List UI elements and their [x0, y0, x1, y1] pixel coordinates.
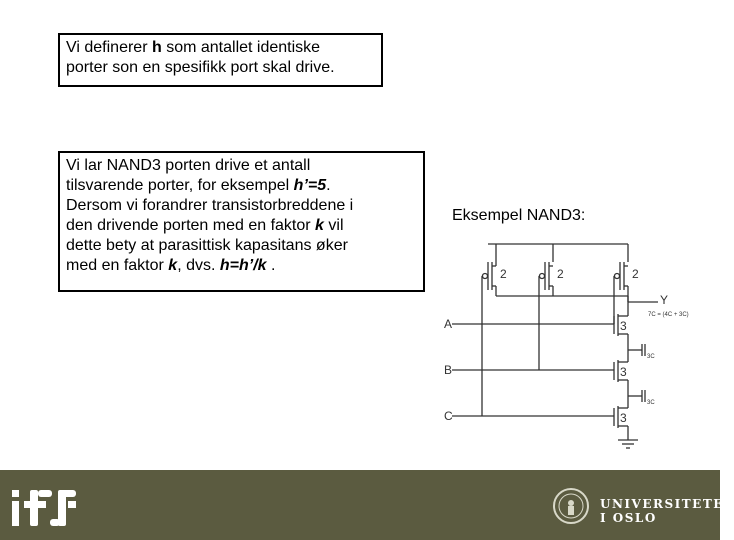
- input-label-c: C: [444, 409, 453, 423]
- uio-name-line-1: UNIVERSITETET: [600, 497, 734, 511]
- ifi-logo: [10, 488, 80, 528]
- explanation-line-1: Vi lar NAND3 porten drive et antall: [66, 157, 311, 174]
- example-label: Eksempel NAND3:: [452, 207, 586, 224]
- definition-line-2: porter son en spesifikk port skal drive.: [66, 59, 335, 76]
- explanation-line-5: dette bety at parasittisk kapasitans øker: [66, 237, 348, 254]
- explanation-textbox: [58, 151, 425, 292]
- explanation-line-6: med en faktor k, dvs. h=h’/k .: [66, 257, 276, 274]
- input-label-b: B: [444, 363, 453, 377]
- pmos-width-3: 2: [632, 267, 639, 281]
- pmos-width-1: 2: [500, 267, 507, 281]
- nmos-width-3: 3: [620, 411, 627, 425]
- explanation-line-4: den drivende porten med en faktor k vil: [66, 217, 344, 234]
- nmos-width-1: 3: [620, 319, 627, 333]
- explanation-line-3: Dersom vi forandrer transistorbreddene i: [66, 197, 354, 214]
- nmos-width-2: 3: [620, 365, 627, 379]
- explanation-line-2: tilsvarende porter, for eksempel h’=5.: [66, 177, 331, 194]
- output-label-y: Y: [660, 293, 669, 307]
- uio-seal-icon: [552, 487, 590, 525]
- nand3-schematic: [438, 240, 700, 462]
- output-cap-label: 7C = (4C + 3C): [648, 312, 689, 318]
- footer-bar: [0, 470, 734, 540]
- node-cap-label-1: 3C: [647, 354, 655, 360]
- uio-name-line-2: I OSLO: [600, 511, 657, 525]
- definition-line-1: Vi definerer h som antallet identiske: [66, 39, 321, 56]
- input-label-a: A: [444, 317, 453, 331]
- definition-textbox: [58, 33, 383, 87]
- pmos-width-2: 2: [557, 267, 564, 281]
- node-cap-label-2: 3C: [647, 400, 655, 406]
